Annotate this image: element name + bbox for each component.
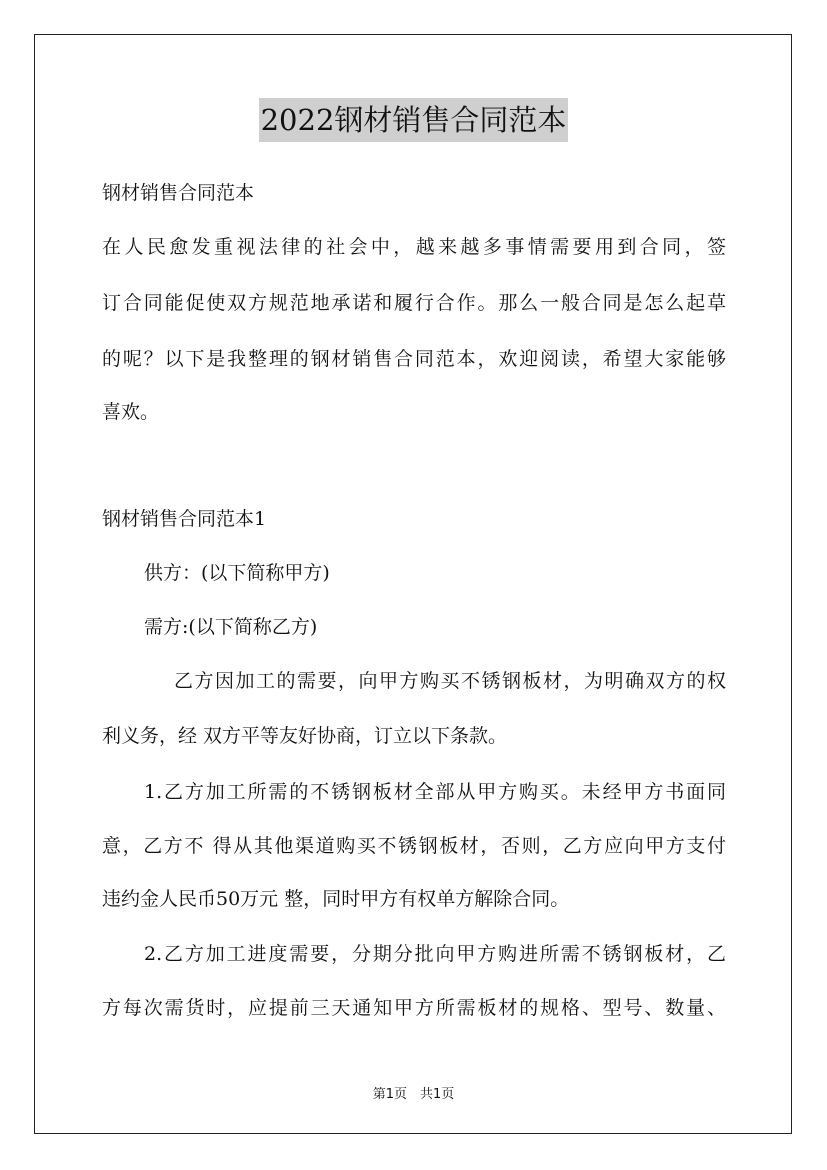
section-heading: 钢材销售合同范本1 (102, 508, 267, 530)
para1-line-1: 乙方因加工的需要，向甲方购买不锈钢板材，为明确双方的权 (174, 670, 726, 692)
clause1-line-1: 1.乙方加工所需的不锈钢板材全部从甲方购买。未经甲方书面同 (144, 781, 726, 803)
supplier-line: 供方：(以下简称甲方) (144, 562, 330, 584)
clause2-line-1: 2.乙方加工进度需要，分期分批向甲方购进所需不锈钢板材，乙 (144, 943, 726, 965)
intro-line-4: 喜欢。 (102, 401, 160, 423)
clause2-line-2: 方每次需货时，应提前三天通知甲方所需板材的规格、型号、数量、 (102, 997, 726, 1019)
clause1-line-3: 违约金人民币50万元 整，同时甲方有权单方解除合同。 (102, 888, 570, 910)
page-footer: 第1页 共1页 (372, 1087, 455, 1102)
para1-line-2: 利义务，经 双方平等友好协商，订立以下条款。 (102, 725, 508, 747)
intro-line-2: 订合同能促使双方规范地承诺和履行合作。那么一般合同是怎么起草 (102, 292, 726, 314)
intro-line-1: 在人民愈发重视法律的社会中，越来越多事情需要用到合同，签 (102, 236, 726, 258)
subtitle: 钢材销售合同范本 (102, 182, 255, 204)
document-title: 2022钢材销售合同范本 (259, 98, 569, 142)
clause1-line-2: 意，乙方不 得从其他渠道购买不锈钢板材，否则，乙方应向甲方支付 (102, 835, 726, 857)
buyer-line: 需方:(以下简称乙方) (144, 616, 318, 638)
intro-line-3: 的呢？以下是我整理的钢材销售合同范本，欢迎阅读，希望大家能够 (102, 348, 726, 370)
title-container (0, 98, 827, 142)
